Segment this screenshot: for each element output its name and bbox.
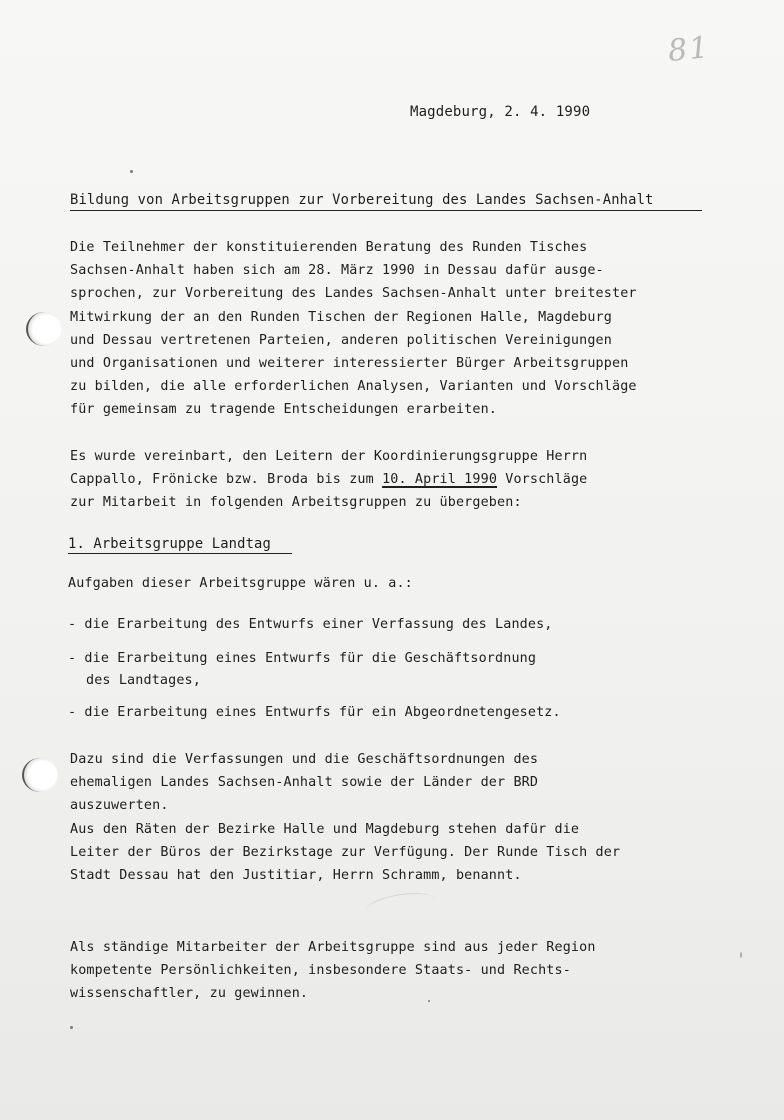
scan-speck [428, 1000, 430, 1002]
punch-hole [26, 312, 62, 346]
list-item [68, 702, 561, 724]
text-line: Aus den Räten der Bezirke Halle und Magdeburg stehen dafür die [70, 821, 580, 837]
text-fragment: Vorschläge [497, 472, 588, 488]
document-heading: Bildung von Arbeitsgruppen zur Vorbereitung des Landes Sachsen-Anhalt [70, 192, 702, 211]
text-line: sprochen, zur Vorbereitung des Landes Sachsen-Anhalt unter breitester [70, 286, 637, 302]
page-number: 81 [666, 29, 712, 70]
text-line: Stadt Dessau hat den Justitiar, Herrn Schramm, benannt. [70, 868, 522, 884]
text-line: und Dessau vertretenen Parteien, anderen politischen Vereinigungen [70, 332, 612, 348]
text-line: Leiter der Büros der Bezirkstage zur Verfügung. Der Runde Tisch der [70, 844, 621, 860]
text-line: wissenschaftler, zu gewinnen. [70, 986, 309, 1002]
section-title: 1. Arbeitsgruppe Landtag [68, 536, 292, 554]
list-item-text: - die Erarbeitung eines Entwurfs für ein Abgeordnetengesetz. [68, 705, 561, 720]
text-line: ehemaligen Landes Sachsen-Anhalt sowie der Länder der BRD [70, 775, 539, 791]
list-item [68, 648, 536, 692]
staff-paragraph [70, 936, 710, 1006]
list-item [68, 614, 553, 636]
list-item-text: - die Erarbeitung des Entwurfs einer Verfassung des Landes, [68, 617, 553, 632]
text-line [70, 468, 710, 491]
text-line: kompetente Persönlichkeiten, insbesondere Staats- und Rechts- [70, 963, 571, 979]
date-line: Magdeburg, 2. 4. 1990 [410, 104, 591, 120]
text-line: Dazu sind die Verfassungen und die Geschäftsordnungen des [70, 752, 539, 767]
text-line: Als ständige Mitarbeiter der Arbeitsgruppe sind aus jeder Region [70, 940, 596, 955]
scan-speck [130, 170, 133, 173]
tasks-intro: Aufgaben dieser Arbeitsgruppe wären u. a.: [68, 576, 413, 591]
list-item-text: - die Erarbeitung eines Entwurfs für die Geschäftsordnung [68, 651, 537, 666]
text-line: Es wurde vereinbart, den Leitern der Koordinierungsgruppe Herrn [70, 449, 588, 464]
text-line: Sachsen-Anhalt haben sich am 28. März 1990 in Dessau dafür ausge- [70, 263, 604, 279]
punch-hole [22, 758, 58, 792]
text-line: für gemeinsam zu tragende Entscheidungen erarbeiten. [70, 402, 498, 418]
text-line: und Organisationen und weiterer interessierter Bürger Arbeitsgruppen [70, 356, 629, 372]
text-fragment: Cappallo, Frönicke bzw. Broda bis zum [70, 472, 383, 488]
deadline-date: 10. April 1990 [382, 472, 498, 488]
text-line: Mitwirkung der an den Runden Tischen der Regionen Halle, Magdeburg [70, 309, 612, 325]
text-line: Die Teilnehmer der konstituierenden Beratung des Runden Tisches [70, 240, 588, 255]
pencil-mark [364, 887, 437, 924]
evaluation-paragraph [70, 748, 710, 887]
agreement-paragraph [70, 445, 710, 515]
scan-speck [740, 952, 742, 958]
scan-speck [70, 1026, 73, 1029]
text-line: auszuwerten. [70, 798, 169, 814]
text-line: zu bilden, die alle erforderlichen Analysen, Varianten und Vorschläge [70, 379, 637, 395]
list-item-continuation: des Landtages, [86, 673, 201, 688]
intro-paragraph [70, 236, 710, 422]
text-line: zur Mitarbeit in folgenden Arbeitsgruppen zu übergeben: [70, 495, 522, 511]
